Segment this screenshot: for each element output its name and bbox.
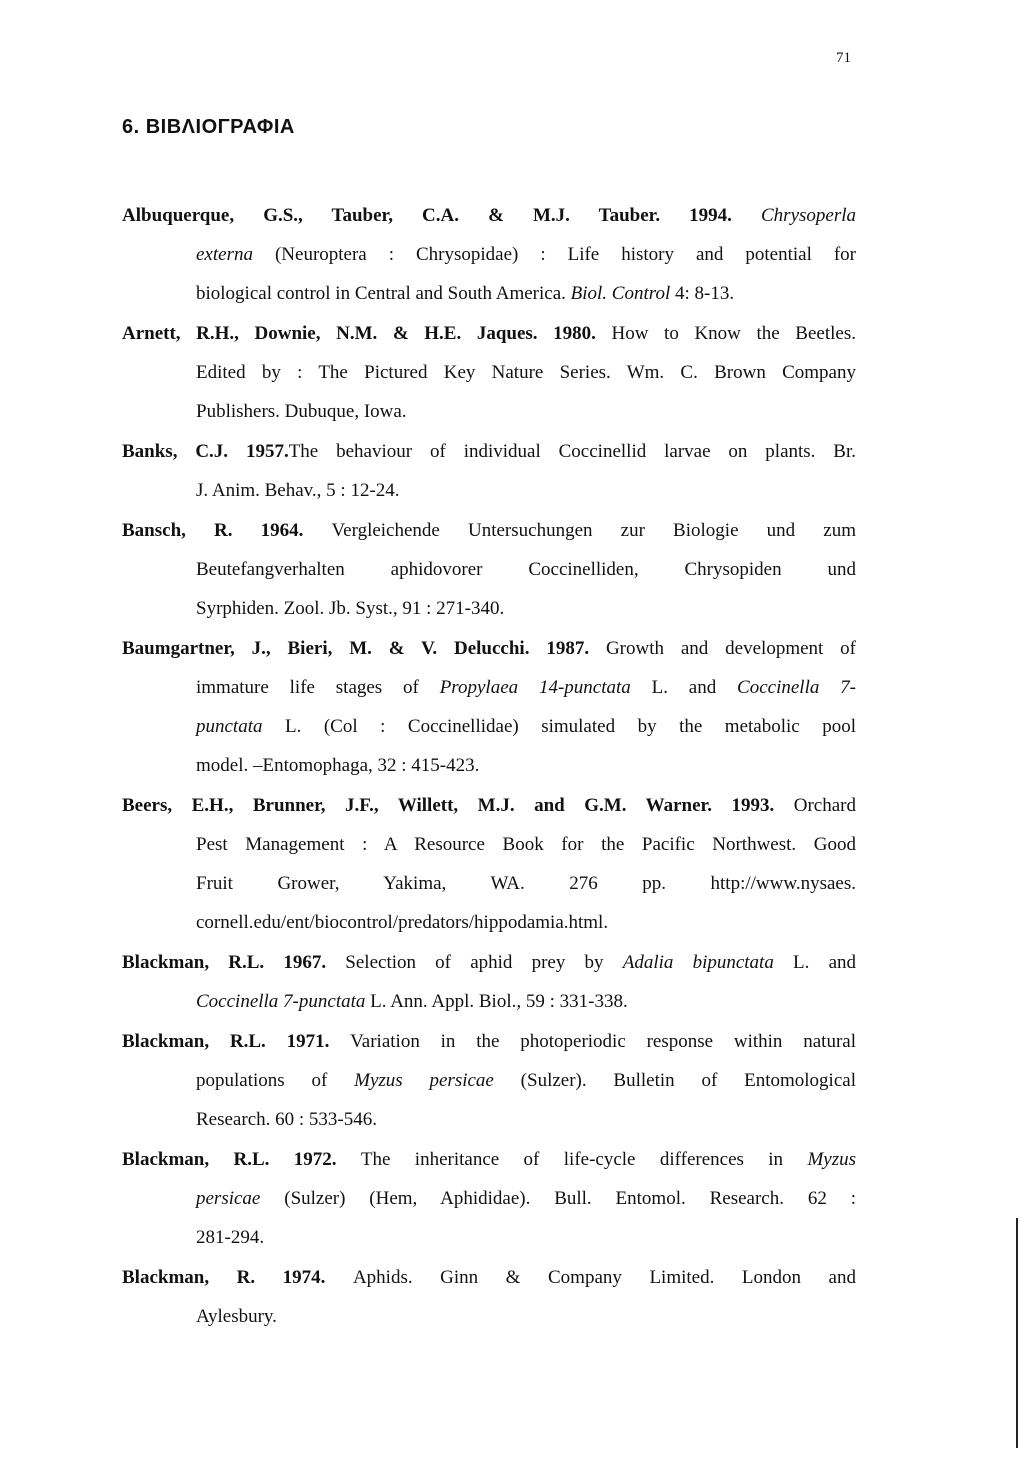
reference-first-line [122,511,856,550]
reference-authors-year: Blackman, R. 1974. [122,1267,353,1288]
reference-italic-text: Myzus persicae [354,1070,494,1091]
reference-first-line [122,314,856,353]
reference-authors-year: Blackman, R.L. 1972. [122,1149,361,1170]
reference-authors-year: Beers, E.H., Brunner, J.F., Willett, M.J. and G.M. Warner. 1993. [122,795,794,816]
reference-text: Growth and development of [605,638,856,659]
reference-italic-text: Myzus [807,1149,856,1170]
reference-text: L. and [630,677,738,698]
reference-text: Syrphiden. Zool. Jb. Syst., 91 : 271-340. [196,598,505,619]
reference-first-line [122,943,856,982]
reference-line [196,825,856,864]
reference-italic-text: Biol. Control [570,283,671,304]
reference-first-line [122,1140,856,1179]
reference-text: Beutefangverhalten aphidovorer Coccinelliden, Chrysopiden und [196,559,856,580]
reference-line [196,864,856,903]
reference-entry [0,1140,1024,1257]
reference-text: How to Know the Beetles. [611,323,856,344]
reference-text: Aylesbury. [196,1306,277,1327]
reference-line [196,746,856,785]
reference-entry [0,432,1024,510]
reference-text: Variation in the photoperiodic response within natural [350,1031,856,1052]
reference-line [196,1179,856,1218]
reference-line [196,707,856,746]
reference-text: (Sulzer) (Hem, Aphididae). Bull. Entomol. Research. 62 : [260,1188,856,1209]
reference-entry [0,1022,1024,1139]
reference-text: Edited by : The Pictured Key Nature Series. Wm. C. Brown Company [196,362,856,383]
reference-first-line [122,786,856,825]
reference-text: Fruit Grower, Yakima, WA. 276 pp. http://www.nysaes. [196,873,856,894]
reference-italic-text: Adalia bipunctata [622,952,774,973]
reference-text: Pest Management : A Resource Book for the Pacific Northwest. Good [196,834,856,855]
reference-line [196,982,856,1021]
reference-line [196,235,856,274]
reference-line [196,589,856,628]
reference-text: Orchard [793,795,856,816]
reference-authors-year: Baumgartner, J., Bieri, M. & V. Delucchi. 1987. [122,638,606,659]
scan-edge-line [1016,1218,1018,1448]
reference-first-line [122,1258,856,1297]
reference-italic-text: externa [196,244,253,265]
reference-text: The inheritance of life-cycle differences in [360,1149,808,1170]
reference-text: 4: 8-13. [670,283,735,304]
reference-authors-year: Albuquerque, G.S., Tauber, C.A. & M.J. Tauber. 1994. [122,205,761,226]
reference-italic-text: Chrysoperla [761,205,856,226]
reference-line [196,1297,856,1336]
reference-authors-year: Blackman, R.L. 1967. [122,952,346,973]
reference-line [196,668,856,707]
reference-entry [0,943,1024,1021]
reference-text: L. and [773,952,856,973]
reference-entry [0,786,1024,942]
reference-italic-text: Coccinella 7-punctata [196,991,366,1012]
reference-text: 281-294. [196,1227,265,1248]
reference-text: Vergleichende Untersuchungen zur Biologie und zum [331,520,856,541]
reference-first-line [122,629,856,668]
reference-italic-text: Coccinella 7- [737,677,857,698]
reference-line [196,1100,856,1139]
reference-line [196,353,856,392]
reference-italic-text: persicae [196,1188,261,1209]
reference-authors-year: Arnett, R.H., Downie, N.M. & H.E. Jaques. 1980. [122,323,612,344]
reference-text: J. Anim. Behav., 5 : 12-24. [196,480,400,501]
reference-text: (Sulzer). Bulletin of Entomological [493,1070,856,1091]
reference-entry [0,511,1024,628]
reference-entry [0,1258,1024,1336]
reference-list [0,196,1024,1337]
section-heading: 6. ΒΙΒΛΙΟΓΡΑΦΙΑ [122,116,295,138]
reference-line [196,274,856,313]
reference-text: (Neuroptera : Chrysopidae) : Life history and potential for [252,244,856,265]
reference-line [196,392,856,431]
reference-italic-text: punctata [196,716,263,737]
page-number: 71 [836,50,851,66]
reference-authors-year: Bansch, R. 1964. [122,520,332,541]
reference-first-line [122,432,856,471]
reference-text: L. Ann. Appl. Biol., 59 : 331-338. [365,991,628,1012]
reference-text: The behaviour of individual Coccinellid larvae on plants. Br. [288,441,857,462]
reference-text: model. –Entomophaga, 32 : 415-423. [196,755,480,776]
reference-text: biological control in Central and South America. [196,283,571,304]
reference-text: Research. 60 : 533-546. [196,1109,377,1130]
reference-text: cornell.edu/ent/biocontrol/predators/hippodamia.html. [196,912,609,933]
reference-text: Aphids. Ginn & Company Limited. London and [352,1267,856,1288]
reference-italic-text: Propylaea 14-punctata [439,677,631,698]
reference-line [196,550,856,589]
reference-text: Selection of aphid prey by [345,952,623,973]
reference-text: populations of [196,1070,355,1091]
reference-line [196,903,856,942]
reference-text: Publishers. Dubuque, Iowa. [196,401,407,422]
reference-entry [0,629,1024,785]
reference-line [196,1218,856,1257]
reference-line [196,1061,856,1100]
reference-first-line [122,1022,856,1061]
reference-entry [0,314,1024,431]
reference-line [196,471,856,510]
reference-text: immature life stages of [196,677,440,698]
reference-first-line [122,196,856,235]
reference-entry [0,196,1024,313]
reference-text: L. (Col : Coccinellidae) simulated by the metabolic pool [262,716,856,737]
reference-authors-year: Banks, C.J. 1957. [122,441,289,462]
reference-authors-year: Blackman, R.L. 1971. [122,1031,351,1052]
